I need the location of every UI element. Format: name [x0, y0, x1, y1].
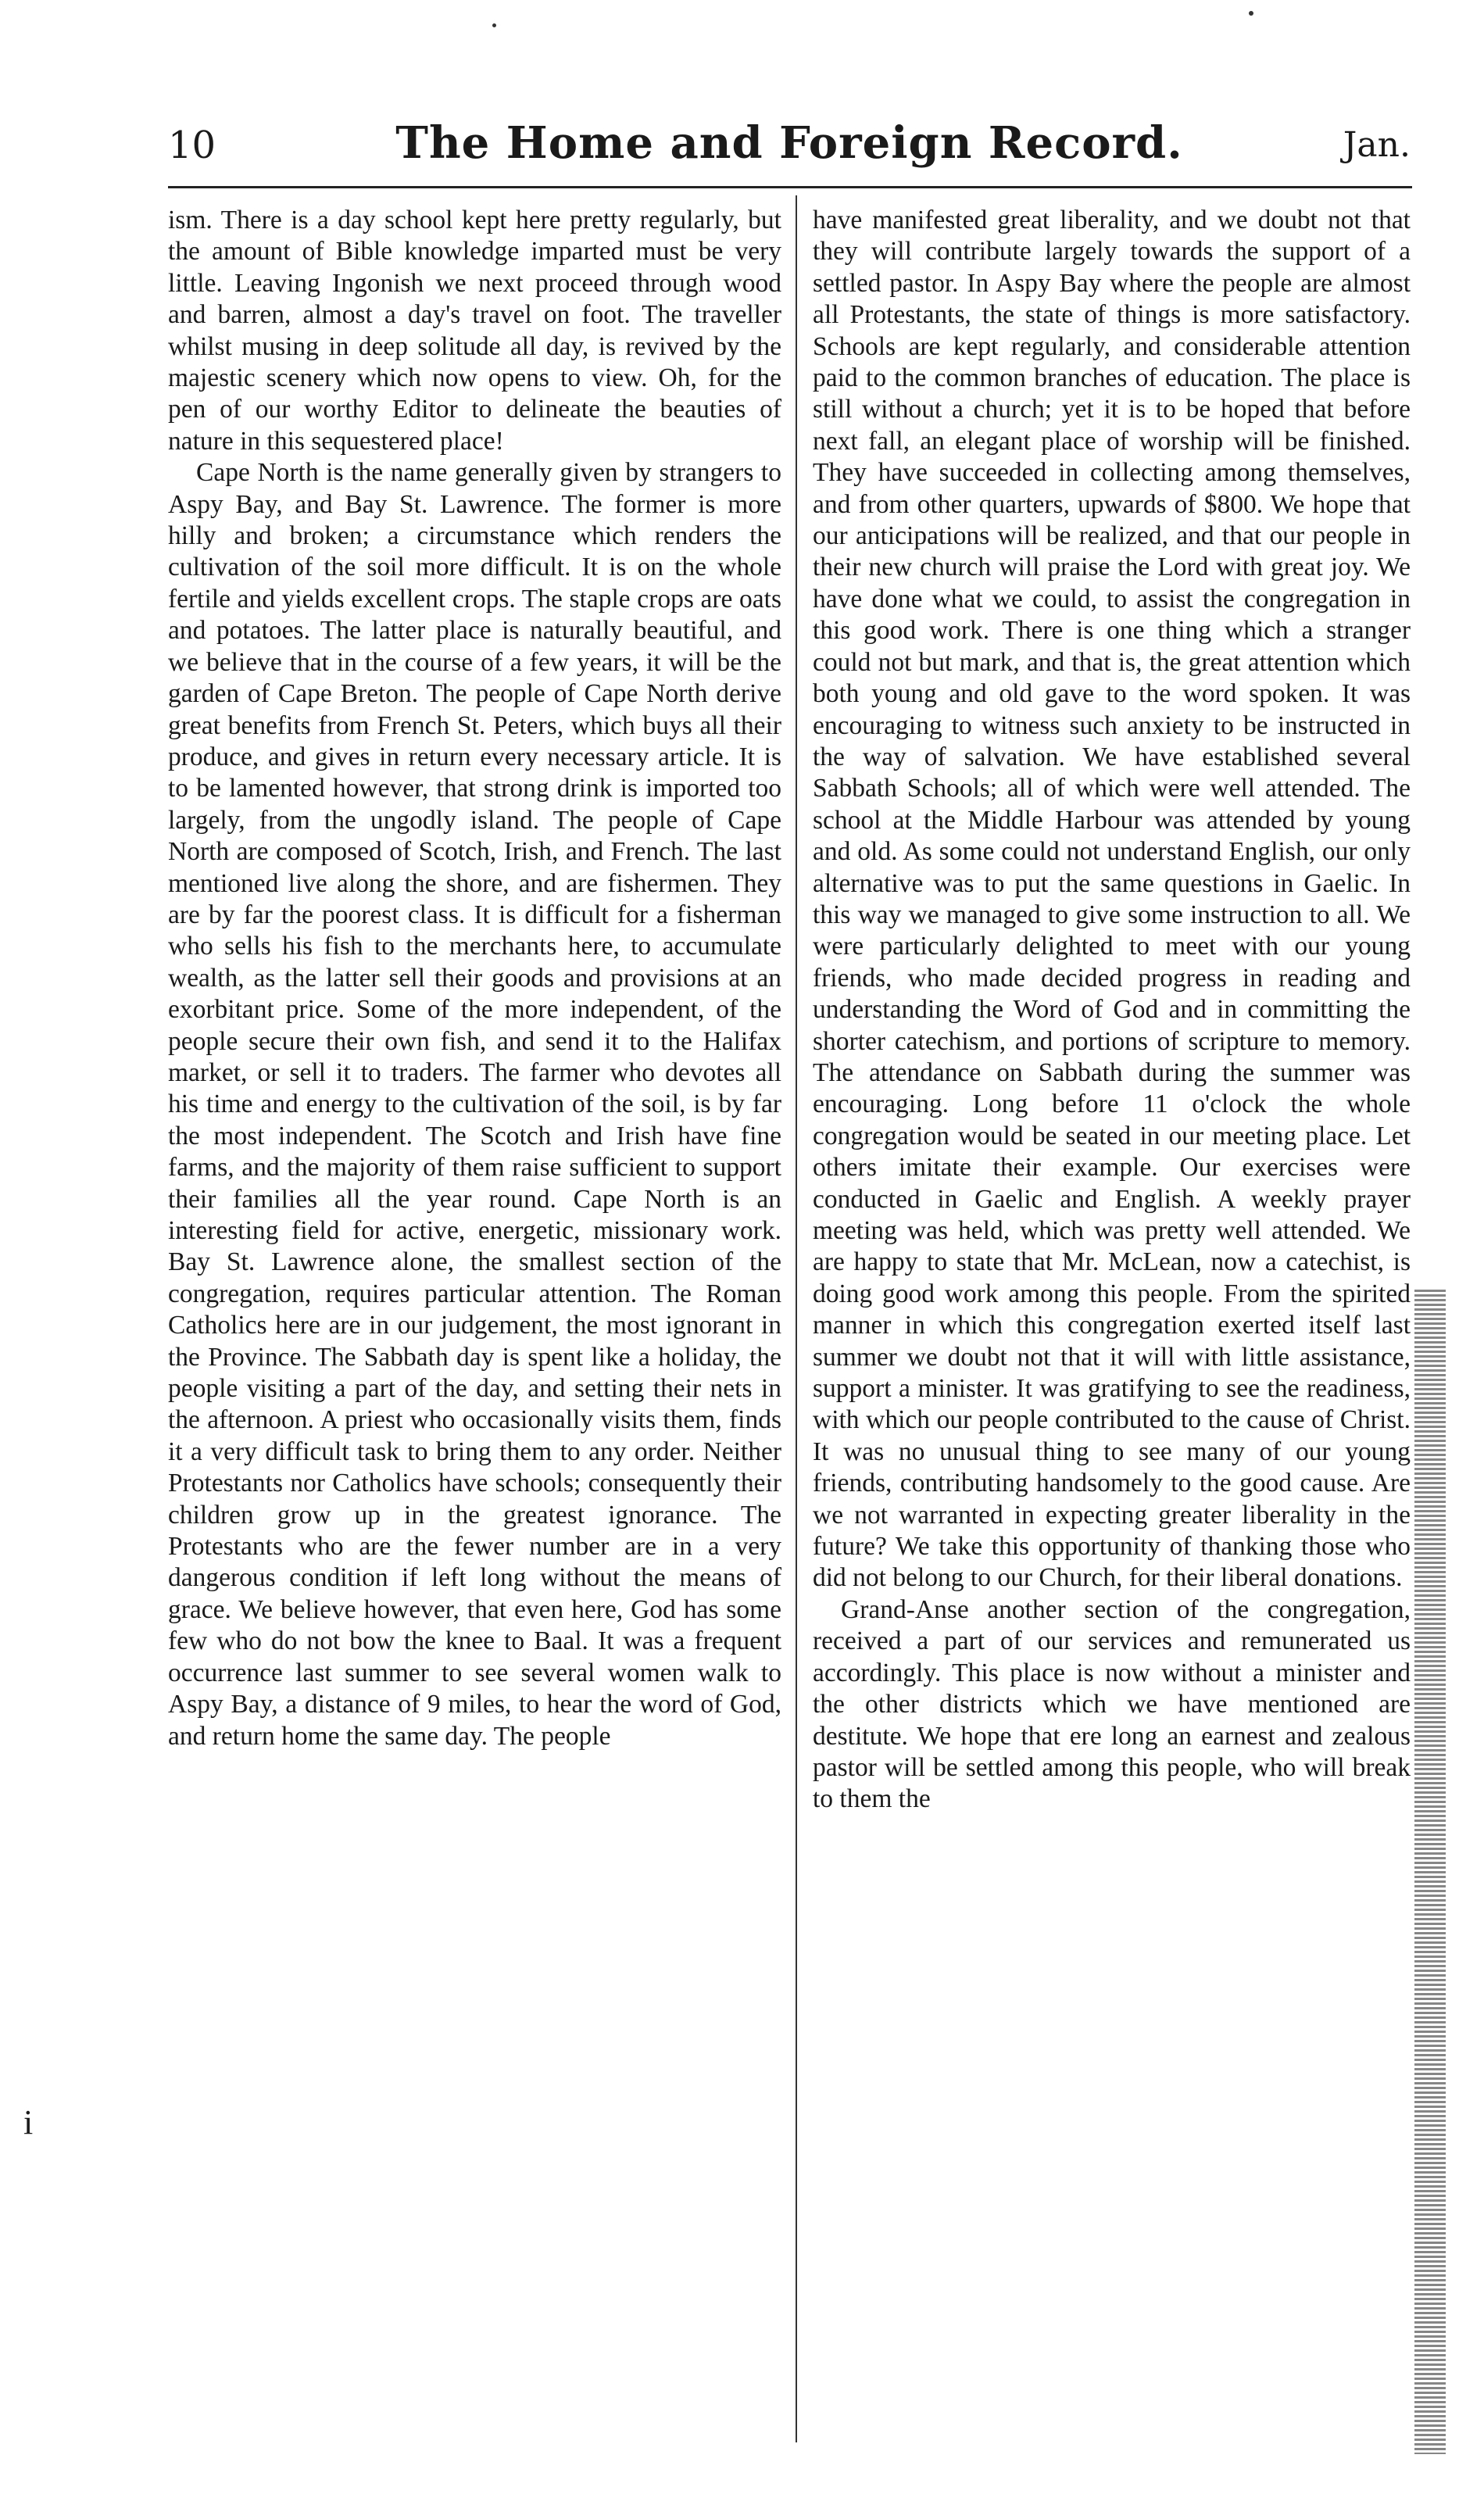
left-column [168, 205, 781, 1752]
paragraph: have manifested great liberality, and we doubt not that they will contribute largely towards the support of a settled pastor. In Aspy Bay where the people are almost all Protestants, the state of things is more satisfactory. Schools are kept regularly, and considerable attention paid to the common branches of education. The place is still without a church; yet it is to be hoped that before next fall, an elegant place of worship will be finished. They have succeeded in collecting among themselves, and from other quarters, upwards of $800. We hope that our anticipations will be realized, and that our people in their new church will praise the Lord with great joy. We have done what we could, to assist the congregation in this good work. There is one thing which a stranger could not but mark, and that is, the great attention which both young and old gave to the word spoken. It was encouraging to witness such anxiety to be instructed in the way of salvation. We have established several Sabbath Schools; all of which were well attended. The school at the Middle Harbour was attended by young and old. As some could not understand English, our only alternative was to put the same questions in Gaelic. In this way we managed to give some instruction to all. We were particularly delighted to meet with our young friends, who made decided progress in reading and understanding the Word of God and in committing the shorter catechism, and portions of scripture to memory. The attendance on Sabbath during the summer was encouraging. Long before 11 o'clock the whole congregation would be seated in our meeting place. Let others imitate their example. Our exercises were conducted in Gaelic and English. A weekly prayer meeting was held, which was pretty well attended. We are happy to state that Mr. McLean, now a catechist, is doing good work among this people. From the spirited manner in which this congregation exerted itself last summer we doubt not that it will with little assistance, support a minister. It was gratifying to see the readiness, with which our people contributed to the cause of Christ. It was no unusual thing to see many of our young friends, contributing handsomely to the good cause. Are we not warranted in expecting greater liberality in the future? We take this opportunity of thanking those who did not belong to our Church, for their liberal donations. [813, 206, 1411, 1593]
paragraph: Grand-Anse another section of the congregation, received a part of our services and remunerated us accordingly. This place is now without a minister and the other districts which we have mentioned are destitute. We hope that ere long an earnest and zealous pastor will be settled among this people, who will break to them the [813, 1594, 1411, 1814]
page-header [168, 117, 1411, 180]
scan-speck [492, 23, 496, 27]
scan-speck [1249, 11, 1253, 16]
paragraph: Cape North is the name generally given by strangers to Aspy Bay, and Bay St. Lawrence. The former is more hilly and broken; a circumstance which renders the cultivation of the soil more difficult. It is on the whole fertile and yields excellent crops. The staple crops are oats and potatoes. The latter place is naturally beautiful, and we believe that in the course of a few years, it will be the garden of Cape Breton. The people of Cape North derive great benefits from French St. Peters, which buys all their produce, and gives in return every necessary article. It is to be lamented however, that strong drink is imported too largely, from the ungodly island. The people of Cape North are composed of Scotch, Irish, and French. The last mentioned live along the shore, and are fishermen. They are by far the poorest class. It is difficult for a fisherman who sells his fish to the merchants here, to accumulate wealth, as the latter sell their goods and provisions at an exorbitant price. Some of the more independent, of the people secure their own fish, and send it to the Halifax market, or sell it to traders. The farmer who devotes all his time and energy to the cultivation of the soil, is by far the most independent. The Scotch and Irish have fine farms, and the majority of them raise sufficient to support their families all the year round. Cape North is an interesting field for active, energetic, missionary work. Bay St. Lawrence alone, the smallest section of the congregation, requires particular attention. The Roman Catholics here are in our judgement, the most ignorant in the Province. The Sabbath day is spent like a holiday, the people visiting a part of the day, and setting their nets in the afternoon. A priest who occasionally visits them, finds it a very difficult task to bring them to any order. Neither Protestants nor Catholics have schools; consequently their children grow up in the greatest ignorance. The Protestants who are the fewer number are in a very dangerous condition if left long without the means of grace. We believe however, that even here, God has some few who do not bow the knee to Baal. It was a frequent occurrence last summer to see several women walk to Aspy Bay, a distance of 9 miles, to hear the word of God, and return home the same day. The people [168, 458, 781, 1751]
header-month: Jan. [1343, 125, 1411, 165]
right-column [813, 205, 1411, 1816]
column-divider [796, 195, 797, 2442]
running-title: The Home and Foreign Record. [395, 117, 1183, 169]
margin-mark: i [23, 2103, 34, 2142]
scan-shadow-edge [1414, 1290, 1446, 2454]
paragraph: ism. There is a day school kept here pretty regularly, but the amount of Bible knowledge imparted must be very little. Leaving Ingonish we next proceed through wood and barren, almost a day's travel on foot. The traveller whilst musing in deep solitude all day, is revived by the majestic scenery which now opens to view. Oh, for the pen of our worthy Editor to delineate the beauties of nature in this sequestered place! [168, 206, 781, 456]
page-number: 10 [168, 123, 216, 167]
header-rule [168, 186, 1412, 188]
